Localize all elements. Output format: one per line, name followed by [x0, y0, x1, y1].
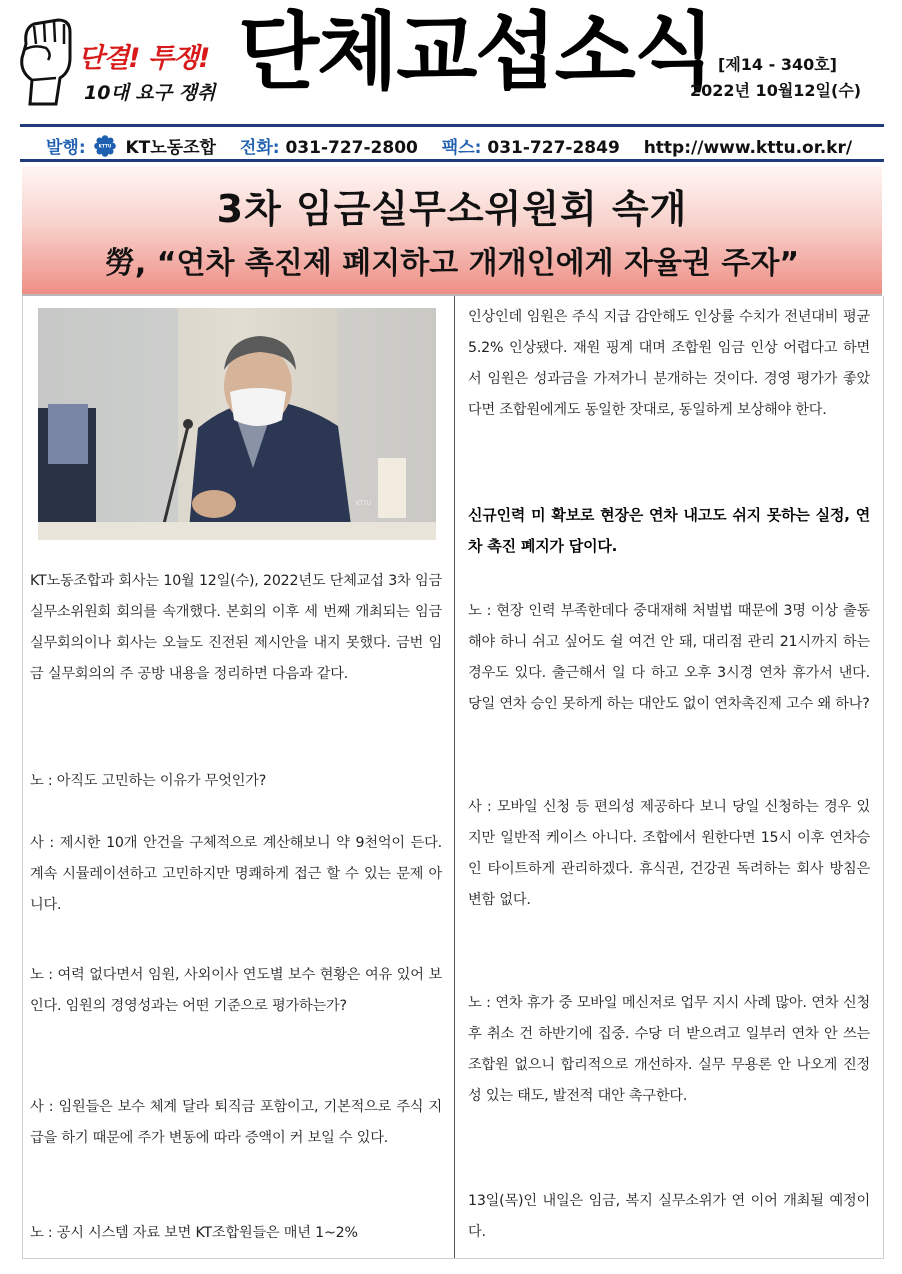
article-paragraph: 노 : 아직도 고민하는 이유가 무엇인가? — [30, 773, 267, 789]
raised-fist-icon — [12, 14, 78, 106]
phone-label: 전화: — [239, 138, 280, 158]
website-link[interactable]: http://www.kttu.or.kr/ — [643, 138, 853, 158]
article-paragraph: 인상인데 임원은 주식 지급 감안해도 인상률 수치가 전년대비 평균 5.2% 인상됐다. 재원 핑계 대며 조합원 임금 인상 어렵다고 하면서 임원은 성과금을 가져가니 분개하는 것이다. 경영 평가가 좋았다면 조합원에게도 동일한 잣대로, 동일하게 보상해야 한다. — [468, 309, 870, 418]
article-paragraph: 노 : 현장 인력 부족한데다 중대재해 처벌법 때문에 3명 이상 출동해야 하니 쉬고 싶어도 쉴 여건 안 돼, 대리점 관리 21시까지 하는 경우도 있다. 출근해서 일 다 하고 오후 3시경 연차 휴가서 낸다. 당일 연차 승인 못하게 하는 대안도 없이 연차촉진제 고수 왜 하나? — [468, 603, 870, 712]
meeting-photo — [38, 308, 436, 540]
slogan-main: 단결! 투쟁! — [78, 43, 210, 74]
masthead — [0, 0, 902, 120]
meeting-photo-icon — [38, 308, 436, 540]
column-divider — [454, 296, 455, 1258]
publisher-label: 발행: — [46, 138, 86, 158]
headline-box — [22, 166, 882, 296]
photo-nameplate: KTTU — [356, 500, 372, 507]
fax-number: 031-727-2849 — [487, 138, 620, 158]
fax-label: 팩스: — [441, 138, 482, 158]
issue-date: 2022년 10월12일(수) — [690, 81, 862, 100]
union-name: KT노동조합 — [125, 138, 216, 158]
slogan-sub: 10대 요구 쟁취 — [84, 82, 216, 104]
publisher-bar — [20, 124, 884, 162]
article-paragraph: 사 : 임원들은 보수 체계 달라 퇴직금 포함이고, 기본적으로 주식 지급을 하기 때문에 주가 변동에 따라 증액이 커 보일 수 있다. — [30, 1099, 442, 1146]
issue-number: [제14 - 340호] — [718, 55, 837, 74]
headline-subtitle: 勞, “연차 촉진제 폐지하고 개개인에게 자율권 주자” — [104, 246, 800, 281]
kttu-logo-icon — [94, 135, 116, 157]
article-paragraph: 노 : 여력 없다면서 임원, 사외이사 연도별 보수 현황은 여유 있어 보인다. 임원의 경영성과는 어떤 기준으로 평가하는가? — [30, 967, 442, 1014]
logo-text: KTTU — [98, 144, 111, 150]
phone-number: 031-727-2800 — [285, 138, 418, 158]
article-paragraph: 노 : 연차 휴가 중 모바일 메신저로 업무 지시 사례 많아. 연차 신청 후 취소 건 하반기에 집중. 수당 더 받으려고 일부러 연차 안 쓰는 조합원 없으니 합리적으로 개선하자. 실무 무용론 안 나오게 진정성 있는 태도, 발전적 대안 촉구한다. — [468, 995, 870, 1104]
article-paragraph: 사 : 제시한 10개 안건을 구체적으로 계산해보니 약 9천억이 든다. 계속 시뮬레이션하고 고민하지만 명쾌하게 접근 할 수 있는 문제 아니다. — [30, 835, 442, 913]
article-paragraph: 사 : 모바일 신청 등 편의성 제공하다 보니 당일 신청하는 경우 있지만 일반적 케이스 아니다. 조합에서 원한다면 15시 이후 연차승인 타이트하게 관리하겠다. 휴식권, 건강권 독려하는 회사 방침은 변함 없다. — [468, 799, 870, 908]
article-paragraph: KT노동조합과 회사는 10월 12일(수), 2022년도 단체교섭 3차 임금실무소위원회 회의를 속개했다. 본회의 이후 세 번째 개최되는 임금 실무회의이나 회사는 오늘도 진전된 제시안을 내지 못했다. 금번 임금 실무회의의 주 공방 내용을 정리하면 다음과 같다. — [30, 573, 442, 682]
newsletter-title: 단체교섭소식 — [238, 3, 713, 101]
headline-title: 3차 임금실무소위원회 속개 — [216, 187, 688, 231]
article-paragraph: 노 : 공시 시스템 자료 보면 KT조합원들은 매년 1~2% — [30, 1225, 358, 1241]
article-paragraph: 13일(목)인 내일은 임금, 복지 실무소위가 연 이어 개최될 예정이다. — [468, 1193, 870, 1240]
section-heading: 신규인력 미 확보로 현장은 연차 내고도 쉬지 못하는 실정, 연차 촉진 폐지가 답이다. — [468, 506, 870, 555]
